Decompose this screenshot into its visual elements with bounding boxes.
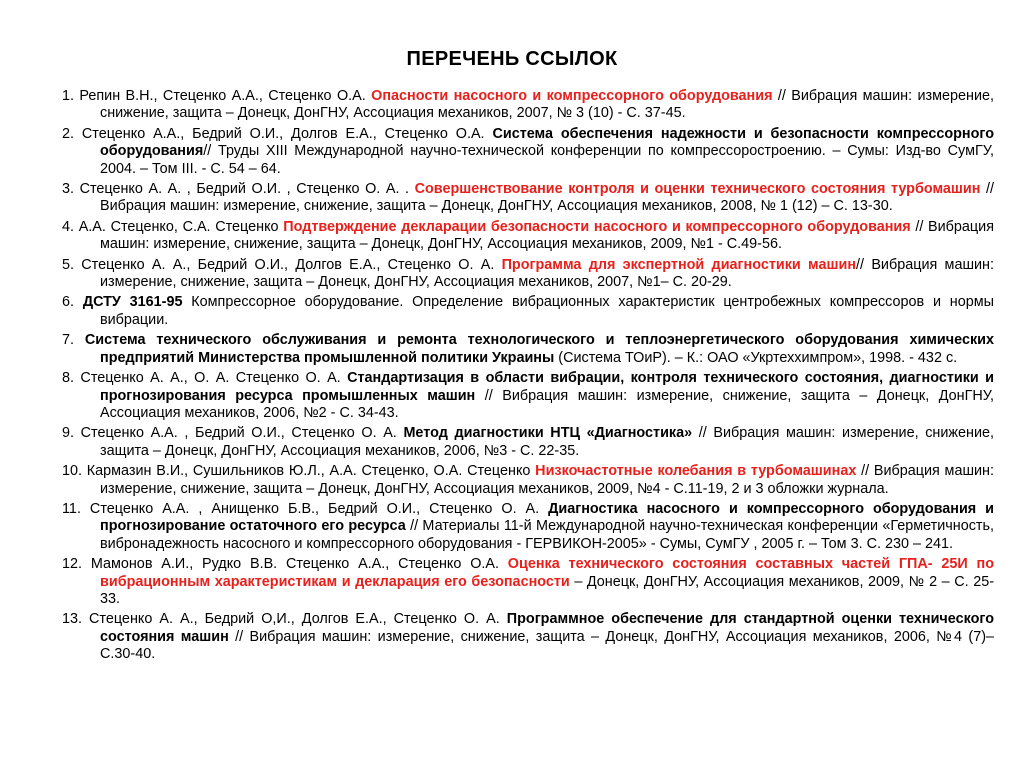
reference-highlight: Система технического обслуживания и ремонта технологического и теплоэнергетического оборудования химических предприятий Министерства промышленной политики Украины xyxy=(84,332,995,366)
reference-item xyxy=(62,370,994,422)
reference-text: А.А. Стеценко, С.А. Стеценко xyxy=(78,218,284,235)
reference-item xyxy=(62,88,994,123)
reference-text: // Вибрация машин: измерение, снижение, защита – Донецк, ДонГНУ, Ассоциация механиков, 2008, № 1 (12) – С. 13-30. xyxy=(100,181,995,215)
reference-text: // Вибрация машин: измерение, снижение, защита – Донецк, ДонГНУ, Ассоциация механиков, 2006, №3 - С. 22-35. xyxy=(100,425,994,459)
reference-highlight: Программа для экспертной диагностики машин xyxy=(501,256,857,273)
reference-highlight: Подтверждение декларации безопасности насосного и компрессорного оборудования xyxy=(283,218,911,235)
reference-text: // Вибрация машин: измерение, снижение, защита – Донецк, ДонГНУ, Ассоциация механиков, 2009, №1 - С.49-56. xyxy=(100,218,994,253)
reference-highlight: Оценка технического состояния составных частей ГПА- 25И по вибрационным характеристикам и декларация его безопасности xyxy=(100,556,994,590)
reference-number: 7. xyxy=(62,332,85,349)
reference-text: // Материалы 11-й Международной научно-техническая конференции «Герметичность, вибронадежность насосного и компрессорного оборудования - ГЕРВИКОН-2005» - Сумы, СумГУ , 2005 г. – Том 3. С. 230 – 241. xyxy=(100,518,994,552)
reference-number: 3. xyxy=(62,181,80,198)
reference-highlight: Низкочастотные колебания в турбомашинах xyxy=(535,463,857,480)
reference-item xyxy=(62,181,994,216)
reference-item xyxy=(62,463,994,498)
reference-number: 1. xyxy=(62,88,80,104)
reference-text: // Труды XIII Международной научно-технической конференции по компрессоростроению. – Сумы: Изд-во СумГУ, 2004. – Том III. - С. 54 – 64. xyxy=(100,143,994,177)
reference-text: Стеценко А. А., Бедрий О.И., Долгов Е.А., Стеценко О. А. xyxy=(81,256,502,273)
reference-item xyxy=(62,332,994,367)
reference-item xyxy=(62,611,994,663)
reference-text: Стеценко А. А., О. А. Стеценко О. А. xyxy=(80,370,348,387)
reference-text: – Донецк, ДонГНУ, Ассоциация механиков, 2009, № 2 – С. 25-33. xyxy=(100,573,994,607)
reference-list xyxy=(62,88,994,667)
reference-highlight: ДСТУ 3161-95 xyxy=(82,294,183,311)
reference-number: 9. xyxy=(62,425,81,442)
reference-text: Компрессорное оборудование. Определение вибрационных характеристик центробежных компрессоров и нормы вибрации. xyxy=(100,294,995,328)
reference-highlight: Стандартизация в области вибрации, контроля технического состояния, диагностики и прогнозирования ресурса промышленных машин xyxy=(100,370,995,404)
reference-text: Стеценко А. А. , Бедрий О.И. , Стеценко О. А. . xyxy=(79,181,415,198)
reference-text: (Система ТОиР). – К.: ОАО «Укртеххимпром», 1998. - 432 с. xyxy=(554,349,958,366)
reference-text: Стеценко А.А. , Бедрий О.И., Стеценко О. А. xyxy=(80,425,404,442)
reference-item xyxy=(62,556,994,608)
reference-number: 4. xyxy=(62,218,79,235)
reference-text: Мамонов А.И., Рудко В.В. Стеценко А.А., Стеценко О.А. xyxy=(90,556,508,573)
reference-number: 11. xyxy=(62,500,90,517)
reference-highlight: Система обеспечения надежности и безопасности компрессорного оборудования xyxy=(100,125,995,160)
reference-item xyxy=(62,294,994,329)
reference-text: // Вибрация машин: измерение, снижение, защита – Донецк, ДонГНУ, Ассоциация механиков, 2007, №1– С. 20-29. xyxy=(100,256,994,291)
reference-text: // Вибрация машин: измерение, снижение, защита – Донецк, ДонГНУ, Ассоциация механиков, 2006, №2 - С. 34-43. xyxy=(100,387,994,421)
reference-number: 12. xyxy=(62,556,91,573)
reference-item xyxy=(62,501,994,553)
reference-item xyxy=(62,219,994,254)
reference-item xyxy=(62,126,994,178)
reference-number: 6. xyxy=(62,294,83,311)
page-title: ПЕРЕЧЕНЬ ССЫЛОК xyxy=(406,48,618,70)
reference-text: // Вибрация машин: измерение, снижение, защита – Донецк, ДонГНУ, Ассоциация механиков, 2006, №4 (7)– С.30-40. xyxy=(100,628,995,663)
reference-highlight: Диагностика насосного и компрессорного оборудования и прогнозирование остаточного его ресурса xyxy=(100,500,995,535)
reference-number: 8. xyxy=(62,370,81,387)
reference-number: 13. xyxy=(62,611,90,628)
reference-number: 2. xyxy=(62,125,82,142)
reference-highlight: Метод диагностики НТЦ «Диагностика» xyxy=(403,425,693,442)
reference-number: 5. xyxy=(62,256,82,273)
reference-text: Стеценко А.А. , Анищенко Б.В., Бедрий О.И., Стеценко О. А. xyxy=(89,500,549,517)
reference-text: Кармазин В.И., Сушильников Ю.Л., А.А. Стеценко, О.А. Стеценко xyxy=(86,463,536,480)
reference-text: // Вибрация машин: измерение, снижение, защита – Донецк, ДонГНУ, Ассоциация механиков, 2007, № 3 (10) - С. 37-45. xyxy=(100,88,994,122)
reference-text: Стеценко А. А., Бедрий О,И., Долгов Е.А., Стеценко О. А. xyxy=(89,611,507,628)
reference-highlight: Совершенствование контроля и оценки технического состояния турбомашин xyxy=(414,181,981,198)
reference-item xyxy=(62,257,994,292)
reference-number: 10. xyxy=(62,463,87,480)
reference-text: Стеценко А.А., Бедрий О.И., Долгов Е.А., Стеценко О.А. xyxy=(81,125,493,142)
reference-text: // Вибрация машин: измерение, снижение, защита – Донецк, ДонГНУ, Ассоциация механиков, 2009, №4 - С.11-19, 2 и 3 обложки журнала. xyxy=(100,463,994,497)
reference-item xyxy=(62,425,994,460)
reference-text: Репин В.Н., Стеценко А.А., Стеценко О.А. xyxy=(79,88,372,104)
reference-highlight: Программное обеспечение для стандартной оценки технического состояния машин xyxy=(100,611,994,645)
reference-highlight: Опасности насосного и компрессорного оборудования xyxy=(371,88,773,104)
